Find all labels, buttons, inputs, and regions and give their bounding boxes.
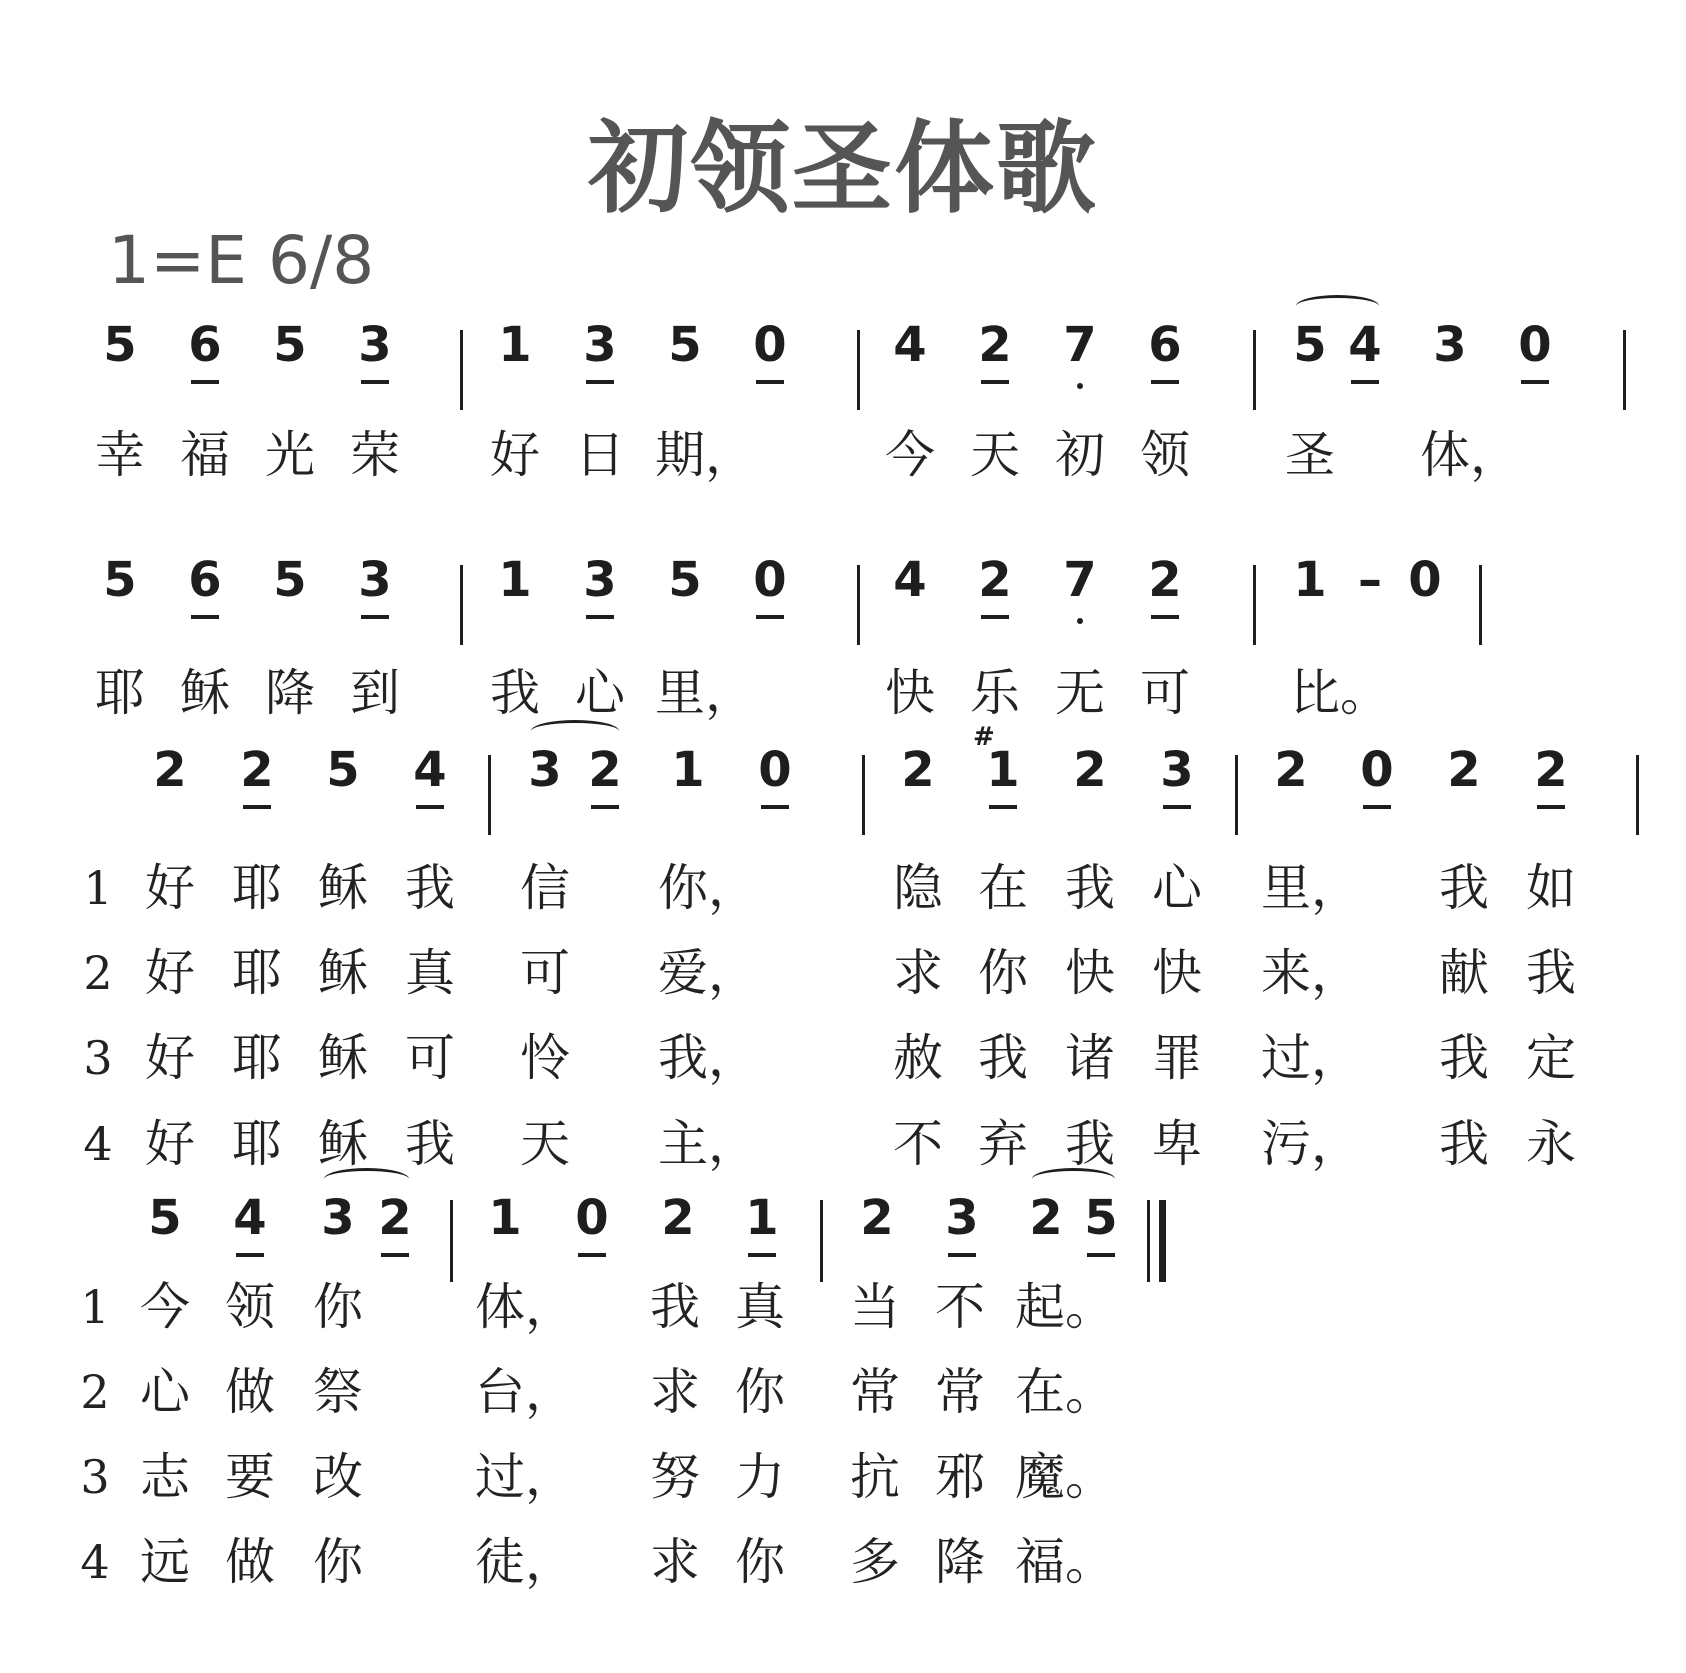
jianpu-note: 7	[1055, 315, 1105, 375]
jianpu-note: 5	[273, 552, 307, 608]
jianpu-note: 0	[1510, 315, 1560, 375]
verse-number: 1	[83, 861, 113, 915]
lyric-syllable: 改	[313, 1448, 363, 1506]
jianpu-note: 1	[737, 1188, 787, 1248]
lyric-syllable: 你	[735, 1363, 785, 1421]
lyric-syllable: 我	[1526, 944, 1576, 1002]
lyric-syllable: 我	[405, 859, 455, 917]
jianpu-note: 3	[575, 315, 625, 375]
lyric-syllable: 荣	[350, 426, 400, 484]
lyric-syllable: 起。	[1015, 1278, 1115, 1336]
jianpu-note: 0	[745, 550, 795, 610]
lyric-syllable: 今	[140, 1278, 190, 1336]
lyric-syllable: 体，	[1420, 426, 1520, 484]
jianpu-note: 1	[1293, 552, 1327, 608]
jianpu-note: 1	[498, 317, 532, 373]
lyric-syllable: 今	[885, 426, 935, 484]
bar-line	[1623, 330, 1626, 410]
lyric-syllable: 赦	[893, 1029, 943, 1087]
lyric-syllable: 我	[1439, 859, 1489, 917]
verse-number: 3	[80, 1450, 110, 1504]
jianpu-note: 3	[1433, 317, 1467, 373]
lyric-syllable: 无	[1055, 664, 1105, 722]
jianpu-note: –	[1358, 552, 1382, 608]
lyric-syllable: 你	[313, 1533, 363, 1591]
bar-line	[862, 755, 865, 835]
jianpu-note: 5	[668, 317, 702, 373]
lyric-syllable: 努	[650, 1448, 700, 1506]
lyric-syllable: 体，	[475, 1278, 575, 1336]
lyric-syllable: 快	[1065, 944, 1115, 1002]
lyric-syllable: 献	[1439, 944, 1489, 1002]
lyric-syllable: 远	[140, 1533, 190, 1591]
key-signature: 1=E 6/8	[108, 222, 375, 299]
lyric-syllable: 初	[1055, 426, 1105, 484]
song-title: 初领圣体歌	[588, 110, 1098, 227]
jianpu-note: 7	[1055, 550, 1105, 610]
lyric-syllable: 来，	[1261, 944, 1361, 1002]
lyric-syllable: 你	[313, 1278, 363, 1336]
lyric-syllable: 我，	[658, 1029, 758, 1087]
lyric-syllable: 我	[1439, 1029, 1489, 1087]
tie-slur	[1032, 1168, 1115, 1190]
lyric-syllable: 光	[265, 426, 315, 484]
bar-line	[1636, 755, 1639, 835]
lyric-syllable: 领	[1140, 426, 1190, 484]
jianpu-note: 2	[153, 742, 187, 798]
lyric-syllable: 可	[1140, 664, 1190, 722]
jianpu-note: 0	[567, 1188, 617, 1248]
jianpu-note: 4	[1340, 315, 1390, 375]
jianpu-note: 5	[103, 552, 137, 608]
jianpu-note: 6	[1140, 315, 1190, 375]
jianpu-note: 5	[273, 317, 307, 373]
lyric-syllable: 稣	[318, 1115, 368, 1173]
lyric-syllable: 里，	[1261, 859, 1361, 917]
jianpu-note: 3	[528, 742, 562, 798]
lyric-syllable: 常	[935, 1363, 985, 1421]
lyric-syllable: 福。	[1015, 1533, 1115, 1591]
lyric-syllable: 好	[490, 426, 540, 484]
jianpu-note: 2	[1447, 742, 1481, 798]
jianpu-note: 2	[232, 740, 282, 800]
lyric-syllable: 比。	[1290, 664, 1390, 722]
final-bar-line-thick	[1159, 1200, 1166, 1282]
lyric-syllable: 心	[140, 1363, 190, 1421]
lyric-syllable: 耶	[232, 944, 282, 1002]
lyric-syllable: 日	[575, 426, 625, 484]
lyric-syllable: 抗	[850, 1448, 900, 1506]
jianpu-note: 2	[661, 1190, 695, 1246]
lyric-syllable: 祭	[313, 1363, 363, 1421]
verse-number: 2	[83, 946, 113, 1000]
jianpu-note: 3	[350, 315, 400, 375]
lyric-syllable: 我	[1065, 859, 1115, 917]
lyric-syllable: 力	[735, 1448, 785, 1506]
lyric-syllable: 降	[265, 664, 315, 722]
lyric-syllable: 魔。	[1015, 1448, 1115, 1506]
lyric-syllable: 好	[145, 859, 195, 917]
jianpu-note: 4	[405, 740, 455, 800]
lyric-syllable: 在。	[1015, 1363, 1115, 1421]
jianpu-note: 0	[750, 740, 800, 800]
sharp-accidental: #	[973, 722, 995, 752]
lyric-syllable: 我	[650, 1278, 700, 1336]
lyric-syllable: 福	[180, 426, 230, 484]
jianpu-note: 2	[1073, 742, 1107, 798]
lyric-syllable: 污，	[1261, 1115, 1361, 1173]
bar-line	[488, 755, 491, 835]
lyric-syllable: 好	[145, 1029, 195, 1087]
lyric-syllable: 稣	[318, 1029, 368, 1087]
jianpu-note: 3	[321, 1190, 355, 1246]
lyric-syllable: 常	[850, 1363, 900, 1421]
jianpu-note: 4	[893, 317, 927, 373]
lyric-syllable: 做	[225, 1363, 275, 1421]
lyric-syllable: 稣	[318, 859, 368, 917]
lyric-syllable: 里，	[655, 664, 755, 722]
jianpu-note: 0	[1408, 552, 1442, 608]
lyric-syllable: 弃	[978, 1115, 1028, 1173]
jianpu-note: 1	[498, 552, 532, 608]
jianpu-note: 4	[893, 552, 927, 608]
lyric-syllable: 我	[490, 664, 540, 722]
lyric-syllable: 好	[145, 944, 195, 1002]
lyric-syllable: 隐	[893, 859, 943, 917]
jianpu-note: 5	[1293, 317, 1327, 373]
lyric-syllable: 求	[650, 1533, 700, 1591]
lyric-syllable: 定	[1526, 1029, 1576, 1087]
lyric-syllable: 你	[978, 944, 1028, 1002]
lyric-syllable: 诸	[1065, 1029, 1115, 1087]
lyric-syllable: 罪	[1152, 1029, 1202, 1087]
jianpu-note: 1	[488, 1190, 522, 1246]
lyric-syllable: 做	[225, 1533, 275, 1591]
bar-line	[1253, 565, 1256, 645]
jianpu-note: 5	[103, 317, 137, 373]
lyric-syllable: 耶	[95, 664, 145, 722]
lyric-syllable: 信	[520, 859, 570, 917]
lyric-syllable: 志	[140, 1448, 190, 1506]
jianpu-note: 2	[970, 550, 1020, 610]
lyric-syllable: 当	[850, 1278, 900, 1336]
jianpu-note: 1	[978, 740, 1028, 800]
lyric-syllable: 耶	[232, 859, 282, 917]
lyric-syllable: 在	[978, 859, 1028, 917]
jianpu-note: 2	[860, 1190, 894, 1246]
bar-line	[820, 1200, 823, 1282]
lyric-syllable: 我	[1439, 1115, 1489, 1173]
lyric-syllable: 稣	[180, 664, 230, 722]
jianpu-note: 6	[180, 315, 230, 375]
jianpu-note: 5	[1076, 1188, 1126, 1248]
lyric-syllable: 耶	[232, 1115, 282, 1173]
jianpu-note: 2	[1029, 1190, 1063, 1246]
lyric-syllable: 真	[735, 1278, 785, 1336]
jianpu-note: 2	[580, 740, 630, 800]
lyric-syllable: 领	[225, 1278, 275, 1336]
jianpu-note: 3	[1152, 740, 1202, 800]
jianpu-note: 2	[970, 315, 1020, 375]
verse-number: 3	[83, 1031, 113, 1085]
jianpu-note: 3	[937, 1188, 987, 1248]
lyric-syllable: 期，	[655, 426, 755, 484]
lyric-syllable: 不	[893, 1115, 943, 1173]
lyric-syllable: 求	[893, 944, 943, 1002]
lyric-syllable: 天	[970, 426, 1020, 484]
lyric-syllable: 我	[978, 1029, 1028, 1087]
lyric-syllable: 耶	[232, 1029, 282, 1087]
lyric-syllable: 过，	[1261, 1029, 1361, 1087]
jianpu-note: 2	[1274, 742, 1308, 798]
lyric-syllable: 我	[405, 1115, 455, 1173]
jianpu-note: 0	[1352, 740, 1402, 800]
tie-slur	[324, 1168, 409, 1190]
lyric-syllable: 爱，	[658, 944, 758, 1002]
bar-line	[857, 330, 860, 410]
jianpu-note: 5	[326, 742, 360, 798]
lyric-syllable: 到	[350, 664, 400, 722]
jianpu-note: 1	[671, 742, 705, 798]
lyric-syllable: 心	[1152, 859, 1202, 917]
bar-line	[857, 565, 860, 645]
lyric-syllable: 降	[935, 1533, 985, 1591]
jianpu-note: 3	[350, 550, 400, 610]
jianpu-note: 5	[668, 552, 702, 608]
lyric-syllable: 可	[520, 944, 570, 1002]
jianpu-note: 2	[901, 742, 935, 798]
verse-number: 2	[80, 1365, 110, 1419]
lyric-syllable: 不	[935, 1278, 985, 1336]
bar-line	[460, 330, 463, 410]
lyric-syllable: 乐	[970, 664, 1020, 722]
final-bar-line-thin	[1147, 1200, 1150, 1282]
bar-line	[1479, 565, 1482, 645]
jianpu-note: 2	[370, 1188, 420, 1248]
lyric-syllable: 可	[405, 1029, 455, 1087]
tie-slur	[1296, 295, 1379, 317]
lyric-syllable: 稣	[318, 944, 368, 1002]
lyric-syllable: 徒，	[475, 1533, 575, 1591]
lyric-syllable: 快	[1152, 944, 1202, 1002]
tie-slur	[531, 720, 619, 742]
lyric-syllable: 怜	[520, 1029, 570, 1087]
lyric-syllable: 你	[735, 1533, 785, 1591]
lyric-syllable: 心	[575, 664, 625, 722]
lyric-syllable: 快	[885, 664, 935, 722]
verse-number: 4	[83, 1117, 113, 1171]
jianpu-note: 2	[1140, 550, 1190, 610]
verse-number: 4	[80, 1535, 110, 1589]
lyric-syllable: 求	[650, 1363, 700, 1421]
lyric-syllable: 台，	[475, 1363, 575, 1421]
jianpu-note: 0	[745, 315, 795, 375]
bar-line	[1253, 330, 1256, 410]
jianpu-note: 2	[1526, 740, 1576, 800]
verse-number: 1	[80, 1280, 110, 1334]
lyric-syllable: 过，	[475, 1448, 575, 1506]
bar-line	[460, 565, 463, 645]
lyric-syllable: 主，	[658, 1115, 758, 1173]
jianpu-note: 4	[225, 1188, 275, 1248]
lyric-syllable: 圣	[1285, 426, 1335, 484]
lyric-syllable: 邪	[935, 1448, 985, 1506]
lyric-syllable: 真	[405, 944, 455, 1002]
jianpu-note: 3	[575, 550, 625, 610]
lyric-syllable: 你，	[658, 859, 758, 917]
lyric-syllable: 卑	[1152, 1115, 1202, 1173]
lyric-syllable: 要	[225, 1448, 275, 1506]
lyric-syllable: 好	[145, 1115, 195, 1173]
jianpu-note: 5	[148, 1190, 182, 1246]
lyric-syllable: 多	[850, 1533, 900, 1591]
bar-line	[1235, 755, 1238, 835]
lyric-syllable: 天	[520, 1115, 570, 1173]
lyric-syllable: 我	[1065, 1115, 1115, 1173]
lyric-syllable: 如	[1526, 859, 1576, 917]
lyric-syllable: 永	[1526, 1115, 1576, 1173]
bar-line	[450, 1200, 453, 1282]
jianpu-note: 6	[180, 550, 230, 610]
lyric-syllable: 幸	[95, 426, 145, 484]
